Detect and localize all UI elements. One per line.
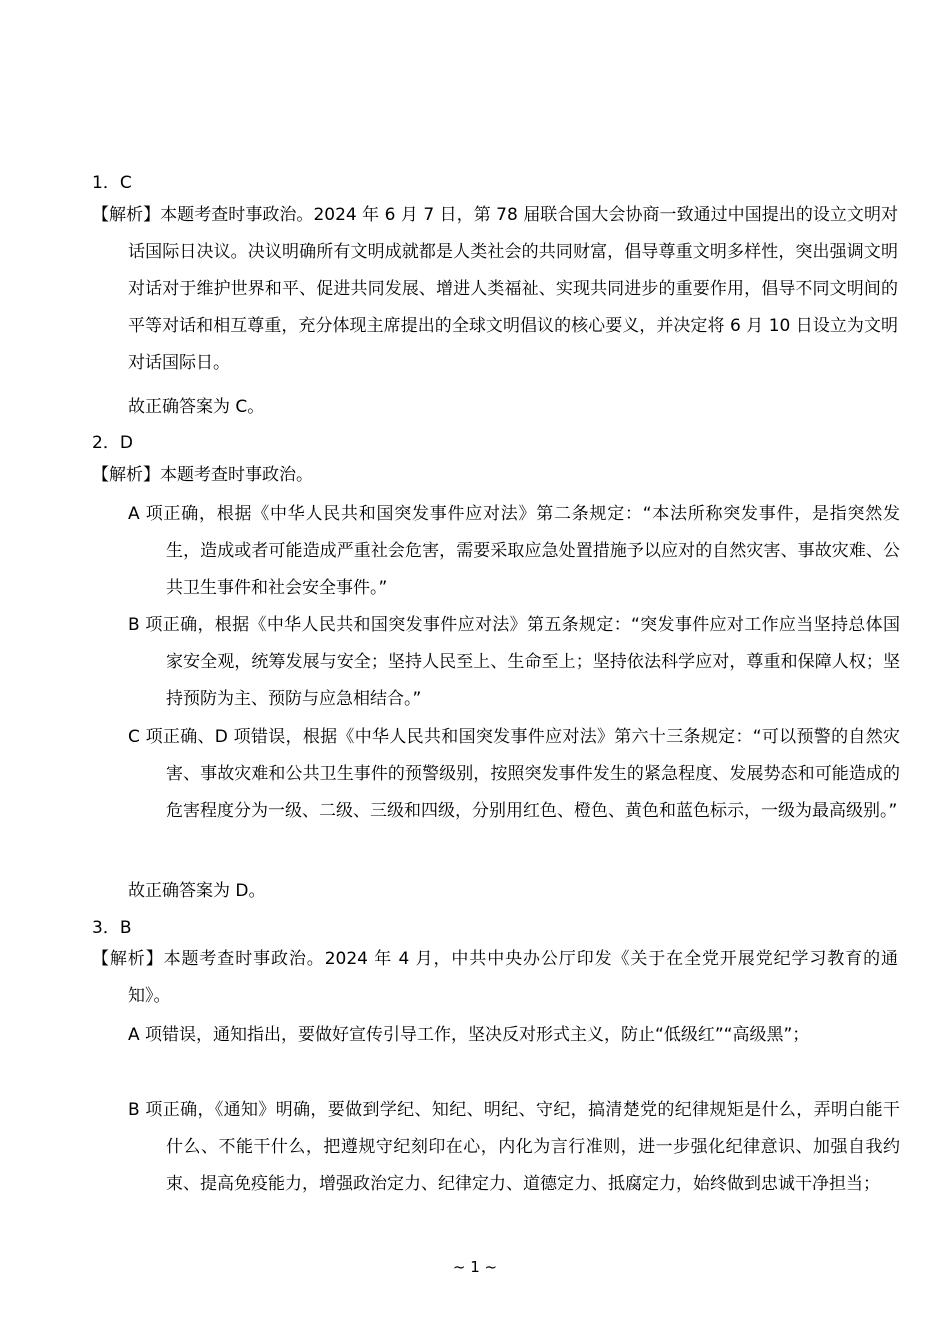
question-3-analysis: 【解析】本题考查时事政治。2024 年 4 月，中共中央办公厅印发《关于在全党开展党纪学习教育的通知》。 xyxy=(92,949,898,1006)
question-2-option-a: A 项正确，根据《中华人民共和国突发事件应对法》第二条规定：“本法所称突发事件，是指突然发生，造成或者可能造成严重社会危害，需要采取应急处置措施予以应对的自然灾害、事故灾难、公共卫生事件和社会安全事件。” xyxy=(128,504,900,598)
question-3-option-a: A 项错误，通知指出，要做好宣传引导工作，坚决反对形式主义，防止“低级红”“高级黑”； xyxy=(128,1025,810,1045)
question-2-analysis: 【解析】本题考查时事政治。 xyxy=(92,465,313,485)
page-number: ~ 1 ~ xyxy=(452,1258,498,1276)
question-1-number: 1．C xyxy=(92,173,132,193)
question-1-analysis: 【解析】本题考查时事政治。2024 年 6 月 7 日，第 78 届联合国大会协商一致通过中国提出的设立文明对话国际日决议。决议明确所有文明成就都是人类社会的共同财富，倡导尊重文明多样性，突出强调文明对话对于维护世界和平、促进共同发展、增进人类福祉、实现共同进步的重要作用，倡导不同文明间的平等对话和相互尊重，充分体现主席提出的全球文明倡议的核心要义，并决定将 6 月 10 日设立为文明对话国际日。 xyxy=(92,205,898,373)
question-2-number: 2．D xyxy=(92,433,133,453)
question-1-conclusion: 故正确答案为 C。 xyxy=(128,397,265,417)
question-2-conclusion: 故正确答案为 D。 xyxy=(128,881,266,901)
question-2-option-cd: C 项正确、D 项错误，根据《中华人民共和国突发事件应对法》第六十三条规定：“可以预警的自然灾害、事故灾难和公共卫生事件的预警级别，按照突发事件发生的紧急程度、发展势态和可能造成的危害程度分为一级、二级、三级和四级，分别用红色、橙色、黄色和蓝色标示，一级为最高级别。” xyxy=(128,727,900,821)
question-3-number: 3．B xyxy=(92,918,132,938)
question-3-option-b: B 项正确，《通知》明确，要做到学纪、知纪、明纪、守纪，搞清楚党的纪律规矩是什么，弄明白能干什么、不能干什么，把遵规守纪刻印在心，内化为言行准则，进一步强化纪律意识、加强自我约束、提高免疫能力，增强政治定力、纪律定力、道德定力、抵腐定力，始终做到忠诚干净担当； xyxy=(128,1100,900,1194)
question-2-option-b: B 项正确，根据《中华人民共和国突发事件应对法》第五条规定：“突发事件应对工作应当坚持总体国家安全观，统筹发展与安全；坚持人民至上、生命至上；坚持依法科学应对，尊重和保障人权；坚持预防为主、预防与应急相结合。” xyxy=(128,615,900,709)
